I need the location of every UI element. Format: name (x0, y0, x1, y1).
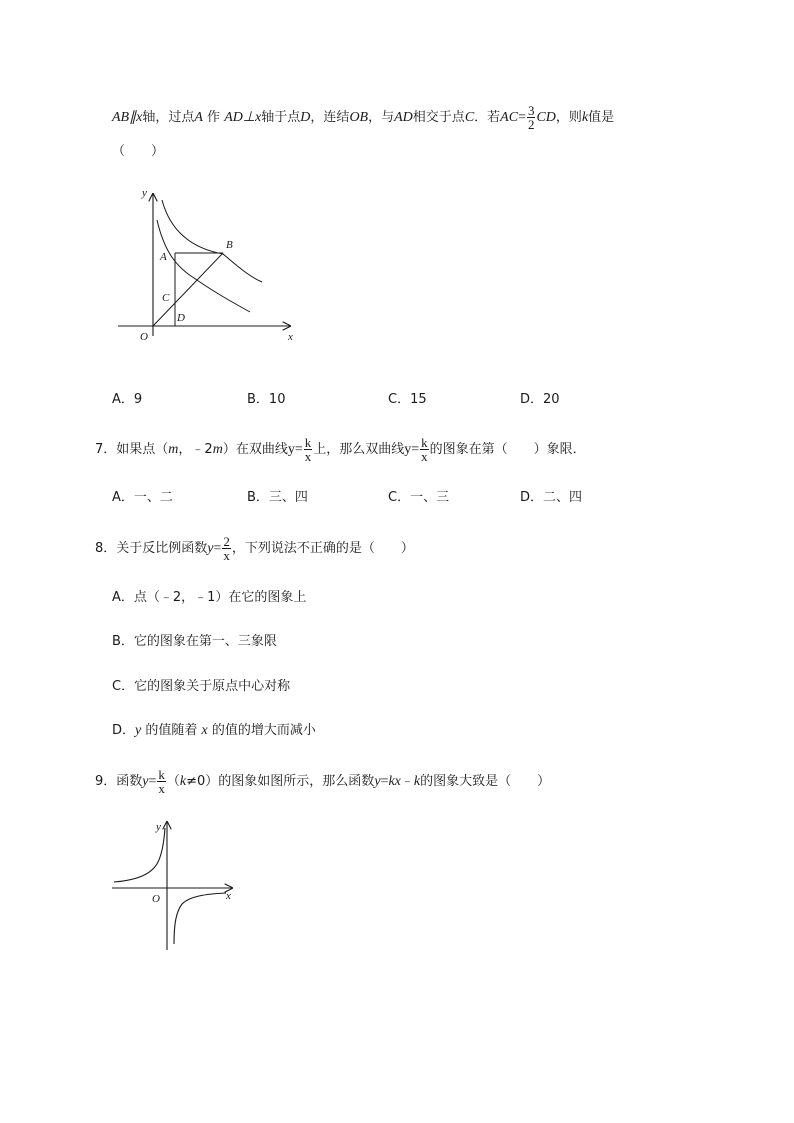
q7-option-d[interactable]: D．二、四 (520, 490, 583, 505)
q9-text: ﹣ (400, 774, 414, 789)
label-d: D (177, 312, 185, 324)
q6-option-c[interactable]: C．15 (388, 392, 427, 407)
fraction-numerator: k (304, 435, 312, 450)
q6-text: A (194, 110, 203, 125)
fraction-denominator: x (304, 449, 312, 464)
q6-text: D (300, 110, 311, 125)
q6-text: 值是 (588, 110, 615, 125)
q6-text: = (518, 110, 526, 125)
q6-answer-paren: （ ） (112, 144, 165, 159)
q6-text: C (464, 110, 475, 125)
hyperbola-right-branch (174, 893, 226, 944)
q7-text: 的图象在第（ ）象限． (429, 442, 586, 457)
segment-ob (153, 253, 223, 326)
q8-option-c[interactable]: C．它的图象关于原点中心对称 (112, 679, 291, 694)
q6-text: AD (394, 110, 413, 125)
q8-option-d[interactable] (112, 719, 316, 739)
q9-text: kx (388, 774, 401, 789)
label-x: x (288, 331, 293, 343)
fraction-numerator: k (421, 435, 428, 450)
q8-stem (95, 535, 414, 562)
q8-text: y (207, 541, 214, 556)
q6-text: 相交于点 (412, 110, 465, 125)
q8-option-d-text: 的值随着 (141, 723, 202, 738)
q9-text: y (374, 774, 381, 789)
q9-text: 9．函数 (95, 774, 143, 789)
q8-option-d-text: D． (112, 723, 136, 738)
q9-text: k (413, 774, 421, 789)
q6-text: 轴于点 (261, 110, 301, 125)
q9-text: ≠0）的图象如图所示，那么函数 (186, 774, 375, 789)
fraction-denominator: x (223, 548, 230, 563)
q7-fraction (420, 436, 429, 463)
hyperbola-left-branch (114, 828, 165, 882)
label-b: B (226, 239, 233, 251)
label-o: O (152, 893, 160, 905)
fraction-numerator: 3 (527, 103, 535, 118)
label-a: A (160, 251, 167, 263)
q8-fraction (222, 535, 231, 562)
q9-text: = (148, 774, 157, 789)
outer-hyperbola (162, 200, 262, 282)
label-c: C (162, 292, 170, 304)
q6-option-a[interactable]: A．9 (112, 392, 143, 407)
q6-text: AC (500, 110, 519, 125)
q8-option-d-text: y (135, 723, 142, 738)
q9-text: = (380, 774, 389, 789)
q9-fraction (157, 768, 166, 795)
fraction-denominator: x (421, 449, 428, 464)
q7-option-a[interactable]: A．一、二 (112, 490, 173, 505)
q9-text: k (179, 774, 187, 789)
q7-text: ，﹣2 (178, 442, 213, 457)
q6-text: ，与 (368, 110, 395, 125)
q6-option-d[interactable]: D．20 (520, 392, 560, 407)
q7-text: 7．如果点（ (95, 442, 169, 457)
q9-figure (108, 816, 248, 956)
q6-fraction (527, 104, 536, 131)
q9-text: （ (166, 774, 180, 789)
q7-text: y= (404, 442, 420, 457)
label-y: y (156, 821, 161, 833)
q8-option-b[interactable]: B．它的图象在第一、三象限 (112, 634, 277, 649)
q8-option-d-text: 的值的增大而减小 (207, 723, 316, 738)
fraction-denominator: x (158, 781, 165, 796)
q9-text: 的图象大致是（ ） (420, 774, 551, 789)
q7-text: 上，那么双曲线 (313, 442, 405, 457)
q7-text: m (212, 442, 223, 457)
q6-text: OB (349, 110, 369, 125)
q6-option-b[interactable]: B．10 (247, 392, 286, 407)
label-o: O (140, 331, 148, 343)
q7-text: y= (287, 442, 303, 457)
fraction-numerator: 2 (223, 534, 230, 549)
q7-option-c[interactable]: C．一、三 (388, 490, 450, 505)
q7-fraction (304, 436, 313, 463)
q8-text: 8．关于反比例函数 (95, 541, 208, 556)
q6-text: k (581, 110, 589, 125)
q6-text: AB∥x (112, 110, 143, 125)
q6-text: AD⊥x (224, 110, 262, 125)
fraction-denominator: 2 (527, 117, 535, 132)
q6-text: CD (536, 110, 556, 125)
q9-stem (95, 768, 550, 795)
q6-stem-line (112, 104, 614, 131)
q9-text: y (142, 774, 149, 789)
q6-text: 轴，过点 (142, 110, 195, 125)
q6-text: ．若 (474, 110, 501, 125)
q6-text: ，连结 (310, 110, 350, 125)
fraction-numerator: k (158, 767, 165, 782)
q8-text: = (213, 541, 222, 556)
q8-text: ，下列说法不正确的是（ ） (231, 541, 414, 556)
q8-option-d-text: x (201, 723, 208, 738)
q6-text: 作 (207, 110, 221, 125)
q7-text: m (168, 442, 179, 457)
q7-stem (95, 436, 586, 463)
q7-text: ）在双曲线 (222, 442, 288, 457)
q8-option-a[interactable]: A．点（﹣2，﹣1）在它的图象上 (112, 590, 307, 605)
q6-figure (110, 180, 310, 350)
q7-option-b[interactable]: B．三、四 (247, 490, 308, 505)
q6-text: ，则 (555, 110, 582, 125)
label-y: y (142, 187, 147, 199)
inner-hyperbola (157, 220, 250, 312)
label-x: x (226, 890, 231, 902)
